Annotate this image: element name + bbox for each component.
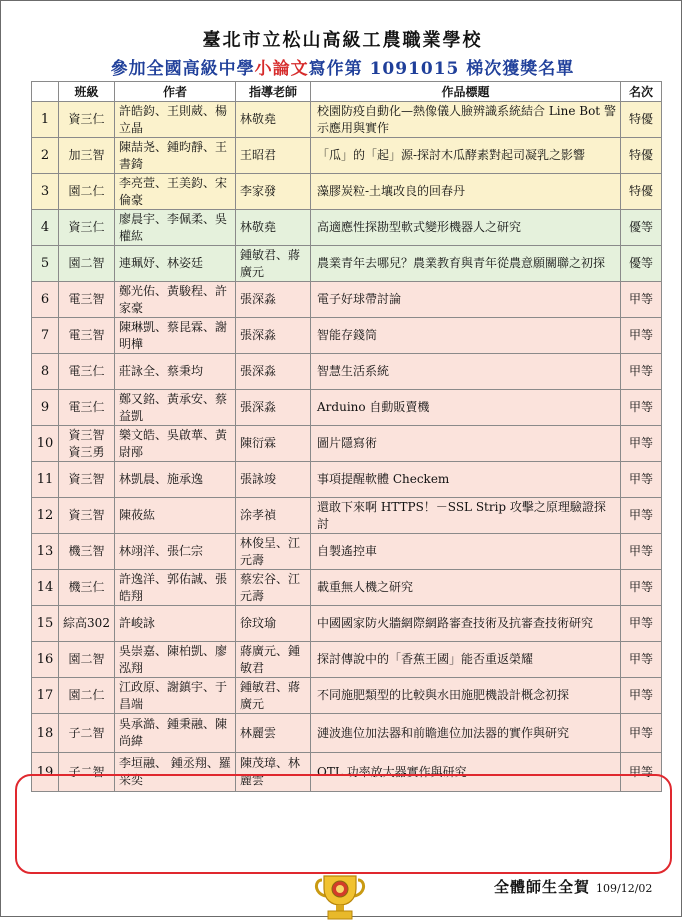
row-rank: 甲等 — [621, 282, 662, 318]
row-rank: 甲等 — [621, 426, 662, 462]
row-number: 19 — [32, 753, 59, 792]
row-rank: 甲等 — [621, 318, 662, 354]
row-class: 園二智 — [59, 642, 115, 678]
row-class: 電三智 — [59, 282, 115, 318]
table-row — [32, 318, 662, 354]
row-work-title: 校園防疫自動化—熱像儀人臉辨識系統結合 Line Bot 警示應用與實作 — [311, 102, 621, 138]
row-work-title: 智能存錢筒 — [311, 318, 621, 354]
header-authors: 作者 — [115, 82, 236, 102]
table-row — [32, 282, 662, 318]
row-authors: 吳承澔、鍾秉融、陳尚緯 — [115, 714, 236, 753]
table-row — [32, 138, 662, 174]
table-row — [32, 174, 662, 210]
row-work-title: 電子好球帶討論 — [311, 282, 621, 318]
row-authors: 許逸洋、郭佑誠、張皓翔 — [115, 570, 236, 606]
row-class: 電三智 — [59, 318, 115, 354]
row-class: 子二智 — [59, 714, 115, 753]
row-teacher: 鍾敏君、蔣廣元 — [236, 678, 311, 714]
table-row — [32, 102, 662, 138]
row-number: 10 — [32, 426, 59, 462]
row-teacher: 張深淼 — [236, 390, 311, 426]
row-class: 資三智 — [59, 462, 115, 498]
row-teacher: 林麗雲 — [236, 714, 311, 753]
table-row — [32, 210, 662, 246]
row-teacher: 陳衍霖 — [236, 426, 311, 462]
row-rank: 優等 — [621, 210, 662, 246]
row-teacher: 蔡宏谷、江元壽 — [236, 570, 311, 606]
row-authors: 陳喆尧、鍾昀靜、王書錡 — [115, 138, 236, 174]
subtitle-part-1: 參加全國高級中學 — [110, 59, 255, 79]
table-row — [32, 390, 662, 426]
row-number: 16 — [32, 642, 59, 678]
row-work-title: 自製遙控車 — [311, 534, 621, 570]
row-class: 園二仁 — [59, 678, 115, 714]
row-authors: 吳崇嘉、陳柏凱、廖泓翔 — [115, 642, 236, 678]
row-number: 12 — [32, 498, 59, 534]
row-work-title: 載重無人機之研究 — [311, 570, 621, 606]
row-class: 資三仁 — [59, 102, 115, 138]
row-teacher: 張深淼 — [236, 282, 311, 318]
congrats-text: 全體師生全賀 — [494, 878, 591, 896]
row-teacher: 蔣廣元、鍾敏君 — [236, 642, 311, 678]
row-rank: 甲等 — [621, 498, 662, 534]
row-teacher: 涂孝禎 — [236, 498, 311, 534]
subtitle-part-2: 寫作第 1091015 梯次獲獎名單 — [308, 59, 575, 79]
row-class: 機三智 — [59, 534, 115, 570]
table-row — [32, 498, 662, 534]
row-number: 18 — [32, 714, 59, 753]
row-class: 子二智 — [59, 753, 115, 792]
row-work-title: 高適應性探勘型軟式變形機器人之研究 — [311, 210, 621, 246]
row-number: 3 — [32, 174, 59, 210]
row-authors: 李垣融、 鍾丞翔、羅采奕 — [115, 753, 236, 792]
award-list-title — [0, 54, 685, 79]
row-rank: 甲等 — [621, 354, 662, 390]
row-class: 園二智 — [59, 246, 115, 282]
row-authors: 李亮萱、王美鈞、宋倫豪 — [115, 174, 236, 210]
table-row — [32, 354, 662, 390]
table-row — [32, 714, 662, 753]
table-row — [32, 570, 662, 606]
row-number: 9 — [32, 390, 59, 426]
row-class: 機三仁 — [59, 570, 115, 606]
row-authors: 樂文皓、吳啟華、黃尉邴 — [115, 426, 236, 462]
row-number: 2 — [32, 138, 59, 174]
row-work-title: OTL 功率放大器實作與研究 — [311, 753, 621, 792]
header-teacher: 指導老師 — [236, 82, 311, 102]
row-authors: 莊詠全、蔡秉均 — [115, 354, 236, 390]
row-rank: 甲等 — [621, 570, 662, 606]
table-row — [32, 534, 662, 570]
row-teacher: 李家發 — [236, 174, 311, 210]
header-work-title: 作品標題 — [311, 82, 621, 102]
school-title: 臺北市立松山高級工農職業學校 — [202, 30, 483, 51]
row-work-title: 智慧生活系統 — [311, 354, 621, 390]
footer-congrats — [494, 876, 652, 897]
row-teacher: 陳茂璋、林麗雲 — [236, 753, 311, 792]
row-teacher: 張詠竣 — [236, 462, 311, 498]
row-work-title: 農業青年去哪兒？農業教育與青年從農意願關聯之初探 — [311, 246, 621, 282]
row-class: 園二仁 — [59, 174, 115, 210]
row-work-title: 圖片隱寫術 — [311, 426, 621, 462]
row-class: 資三智 資三勇 — [59, 426, 115, 462]
row-authors: 林翊洋、張仁宗 — [115, 534, 236, 570]
table-row — [32, 642, 662, 678]
table-row — [32, 462, 662, 498]
row-teacher: 鍾敏君、蔣廣元 — [236, 246, 311, 282]
row-authors: 鄭光佑、黃駿程、許家豪 — [115, 282, 236, 318]
row-teacher: 林敬堯 — [236, 102, 311, 138]
row-authors: 連珮妤、林姿廷 — [115, 246, 236, 282]
row-number: 4 — [32, 210, 59, 246]
row-rank: 甲等 — [621, 714, 662, 753]
row-authors: 廖晨宇、李佩柔、吳權紘 — [115, 210, 236, 246]
row-number: 5 — [32, 246, 59, 282]
row-class: 電三仁 — [59, 354, 115, 390]
row-rank: 甲等 — [621, 390, 662, 426]
header-class: 班級 — [59, 82, 115, 102]
row-teacher: 張深淼 — [236, 318, 311, 354]
row-number: 14 — [32, 570, 59, 606]
row-authors: 許峻詠 — [115, 606, 236, 642]
trophy-icon — [312, 874, 368, 920]
row-number: 6 — [32, 282, 59, 318]
row-authors: 許皓鈞、王則葳、楊立晶 — [115, 102, 236, 138]
row-work-title: Arduino 自動販賣機 — [311, 390, 621, 426]
row-rank: 優等 — [621, 246, 662, 282]
row-class: 加三智 — [59, 138, 115, 174]
row-rank: 特優 — [621, 174, 662, 210]
footer-date: 109/12/02 — [596, 882, 653, 895]
header-no — [32, 82, 59, 102]
row-work-title: 不同施肥類型的比較與水田施肥機設計概念初探 — [311, 678, 621, 714]
highlight-box — [15, 774, 672, 874]
subtitle-highlight: 小論文 — [254, 59, 309, 79]
award-table — [31, 81, 662, 792]
row-teacher: 林敬堯 — [236, 210, 311, 246]
row-work-title: 漣波進位加法器和前瞻進位加法器的實作與研究 — [311, 714, 621, 753]
row-teacher: 徐玟瑜 — [236, 606, 311, 642]
row-class: 綜高302 — [59, 606, 115, 642]
row-work-title: 探討傳說中的「香蕉王國」能否重返榮耀 — [311, 642, 621, 678]
header-rank: 名次 — [621, 82, 662, 102]
row-class: 電三仁 — [59, 390, 115, 426]
row-number: 8 — [32, 354, 59, 390]
row-number: 13 — [32, 534, 59, 570]
row-authors: 鄭又銘、黃承安、蔡益凱 — [115, 390, 236, 426]
table-row — [32, 246, 662, 282]
row-rank: 甲等 — [621, 678, 662, 714]
row-number: 11 — [32, 462, 59, 498]
row-work-title: 藻膠炭粒-土壤改良的回春丹 — [311, 174, 621, 210]
row-authors: 陳莜紘 — [115, 498, 236, 534]
row-rank: 甲等 — [621, 462, 662, 498]
row-work-title: 事項提醒軟體 Checkem — [311, 462, 621, 498]
row-rank: 甲等 — [621, 606, 662, 642]
row-authors: 江政原、謝鎮宇、于昌端 — [115, 678, 236, 714]
row-rank: 特優 — [621, 102, 662, 138]
row-number: 17 — [32, 678, 59, 714]
row-rank: 甲等 — [621, 642, 662, 678]
row-work-title: 還敢下來啊 HTTPS！－SSL Strip 攻擊之原理驗證探討 — [311, 498, 621, 534]
row-class: 資三智 — [59, 498, 115, 534]
row-work-title: 中國國家防火牆網際網路審查技術及抗審查技術研究 — [311, 606, 621, 642]
row-authors: 陳琳凱、蔡昆霖、謝明樺 — [115, 318, 236, 354]
row-work-title: 「瓜」的「起」源-探討木瓜酵素對起司凝乳之影響 — [311, 138, 621, 174]
table-header-row — [32, 82, 662, 102]
row-authors: 林凱晨、施承逸 — [115, 462, 236, 498]
table-row — [32, 678, 662, 714]
row-rank: 甲等 — [621, 534, 662, 570]
row-number: 7 — [32, 318, 59, 354]
row-rank: 特優 — [621, 138, 662, 174]
row-teacher: 張深淼 — [236, 354, 311, 390]
table-row — [32, 426, 662, 462]
row-number: 1 — [32, 102, 59, 138]
row-class: 資三仁 — [59, 210, 115, 246]
table-row — [32, 606, 662, 642]
row-teacher: 林俊呈、江元壽 — [236, 534, 311, 570]
row-number: 15 — [32, 606, 59, 642]
row-teacher: 王昭君 — [236, 138, 311, 174]
row-rank: 甲等 — [621, 753, 662, 792]
